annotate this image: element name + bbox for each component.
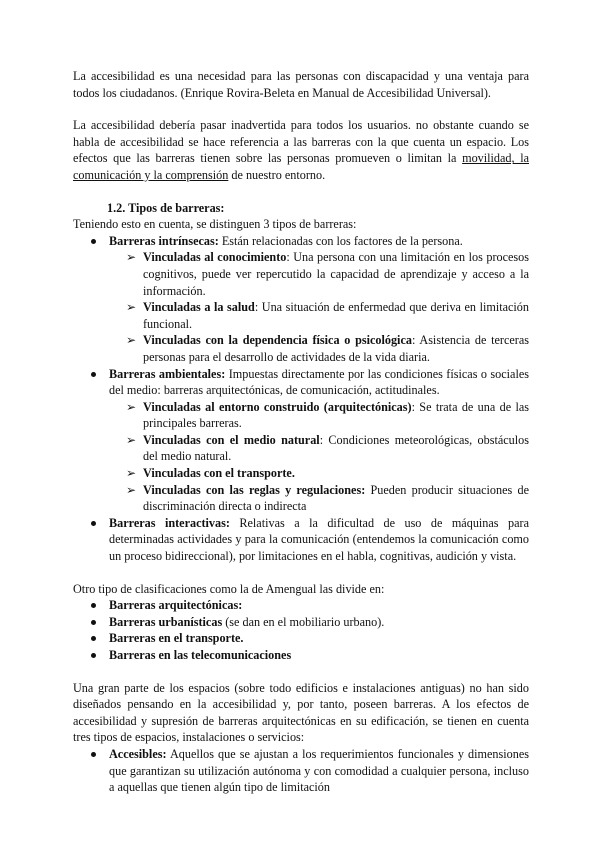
sublist-item [73,399,529,432]
paragraph-text: La accesibilidad debería pasar inadvertida para todos los usuarios. no obstante cuando se habla de accesibilidad se hace referencia a las barreras con la que cuenta un espacio. Los efectos que las barreras tienen sobre las personas promueven o limitan la [73,118,529,166]
subitem-label: Vinculadas al conocimiento [143,250,287,265]
item-label: Barreras en las telecomunicaciones [109,648,292,662]
subitem-label: Vinculadas con el transporte. [143,466,295,481]
section-heading: 1.2. Tipos de barreras: [107,200,225,215]
list-item [73,630,529,647]
bullet-icon [91,521,96,526]
subitem-label: Vinculadas con la dependencia física o psicológica [143,333,412,348]
document-page [73,68,529,796]
bullet-icon [91,603,96,608]
item-label: Barreras arquitectónicas: [109,598,243,613]
espacios-list [73,746,529,796]
section-intro: Teniendo esto en cuenta, se distinguen 3 tipos de barreras: [73,217,357,232]
arrow-bullet-icon: ➢ [126,333,137,348]
list-item-barreras-interactivas [73,515,529,565]
sublist-item [73,432,529,465]
item-text: Relativas a la dificultad de uso de máquinas para determinadas actividades y para la comunicación (entendemos la comunicación como un proceso bidireccional), por limitaciones en el habla, cognitivas, audición y vista. [109,515,529,564]
list-item [73,647,529,664]
espacios-intro: Una gran parte de los espacios (sobre todo edificios e instalaciones antiguas) no han sido diseñados pensando en la accesibilidad y, por tanto, poseen barreras. A los efectos de accesibilidad y supresión de barreras arquitectónicas en su edificación, se tienen en cuenta tres tipos de espacios, instalaciones o servicios: [73,680,529,745]
item-label: Accesibles: [109,746,167,761]
arrow-bullet-icon: ➢ [126,399,137,414]
subitem-label: Vinculadas a la salud [143,300,255,315]
subitem-text: : Asistencia de terceras personas para el desarrollo de actividades de la vida diaria. [143,333,529,364]
subitem-text: : Una persona con una limitación en los procesos cognitivos, puede ver repercutido la capacidad de aprendizaje y acceso a la información. [143,250,529,298]
item-label: Barreras intrínsecas: [109,233,219,248]
bullet-icon [91,636,96,641]
bullet-icon [91,752,96,757]
sublist-item [73,299,529,332]
arrow-bullet-icon: ➢ [126,300,137,315]
arrow-bullet-icon: ➢ [126,250,137,265]
bullet-icon [91,239,96,244]
item-label: Barreras interactivas: [109,515,230,530]
subitem-label: Vinculadas al entorno construido (arquitectónicas) [143,399,412,414]
item-label: Barreras ambientales: [109,366,226,381]
arrow-bullet-icon: ➢ [126,482,137,497]
paragraph-accesibilidad-inadvertida [73,117,529,183]
item-label: Barreras en el transporte. [109,631,244,646]
list-item-accesibles [73,746,529,796]
bullet-icon [91,620,96,625]
arrow-bullet-icon: ➢ [126,466,137,481]
paragraph-accesibilidad-necesidad: La accesibilidad es una necesidad para las personas con discapacidad y una ventaja para todos los ciudadanos. (Enrique Rovira-Beleta en Manual de Accesibilidad Universal). [73,69,529,100]
sublist-item [73,332,529,365]
barrier-types-list [73,233,529,565]
bullet-icon [91,653,96,658]
paragraph-text: de nuestro entorno. [228,167,326,182]
arrow-bullet-icon: ➢ [126,432,137,447]
bullet-icon [91,372,96,377]
underlined-phrase: movilidad, la comunicación y la comprensión [73,151,529,182]
list-item-barreras-intrinsecas [73,233,529,250]
subitem-label: Vinculadas con el medio natural [143,432,320,447]
list-item-barreras-ambientales [73,366,529,399]
item-text: (se dan en el mobiliario urbano). [222,614,385,629]
item-label: Barreras urbanísticas [109,614,223,629]
item-text: Aquellos que se ajustan a los requerimientos funcionales y dimensiones que garantizan su utilización autónoma y con comodidad a cualquier persona, incluso a aquellas que tienen algún tipo de limitación [109,746,529,795]
item-text: Están relacionadas con los factores de la persona. [218,233,463,248]
subitem-text: Pueden producir situaciones de discriminación directa o indirecta [143,482,529,514]
list-item [73,597,529,614]
subitem-label: Vinculadas con las reglas y regulaciones: [143,482,366,497]
subitem-text: : Una situación de enfermedad que deriva en limitación funcional. [143,300,529,331]
sublist-item [73,249,529,299]
subitem-text: : Condiciones meteorológicas, obstáculos del medio natural. [143,432,529,464]
list-item [73,614,529,631]
amengual-list [73,597,529,663]
item-text: Impuestas directamente por las condiciones físicas o sociales del medio: barreras arquitectónicas, de comunicación, actitudinales. [109,366,530,398]
subitem-text: : Se trata de una de las principales barreras. [143,399,529,431]
sublist-item [73,465,529,482]
amengual-intro: Otro tipo de clasificaciones como la de Amengual las divide en: [73,581,385,596]
sublist-item [73,482,529,515]
